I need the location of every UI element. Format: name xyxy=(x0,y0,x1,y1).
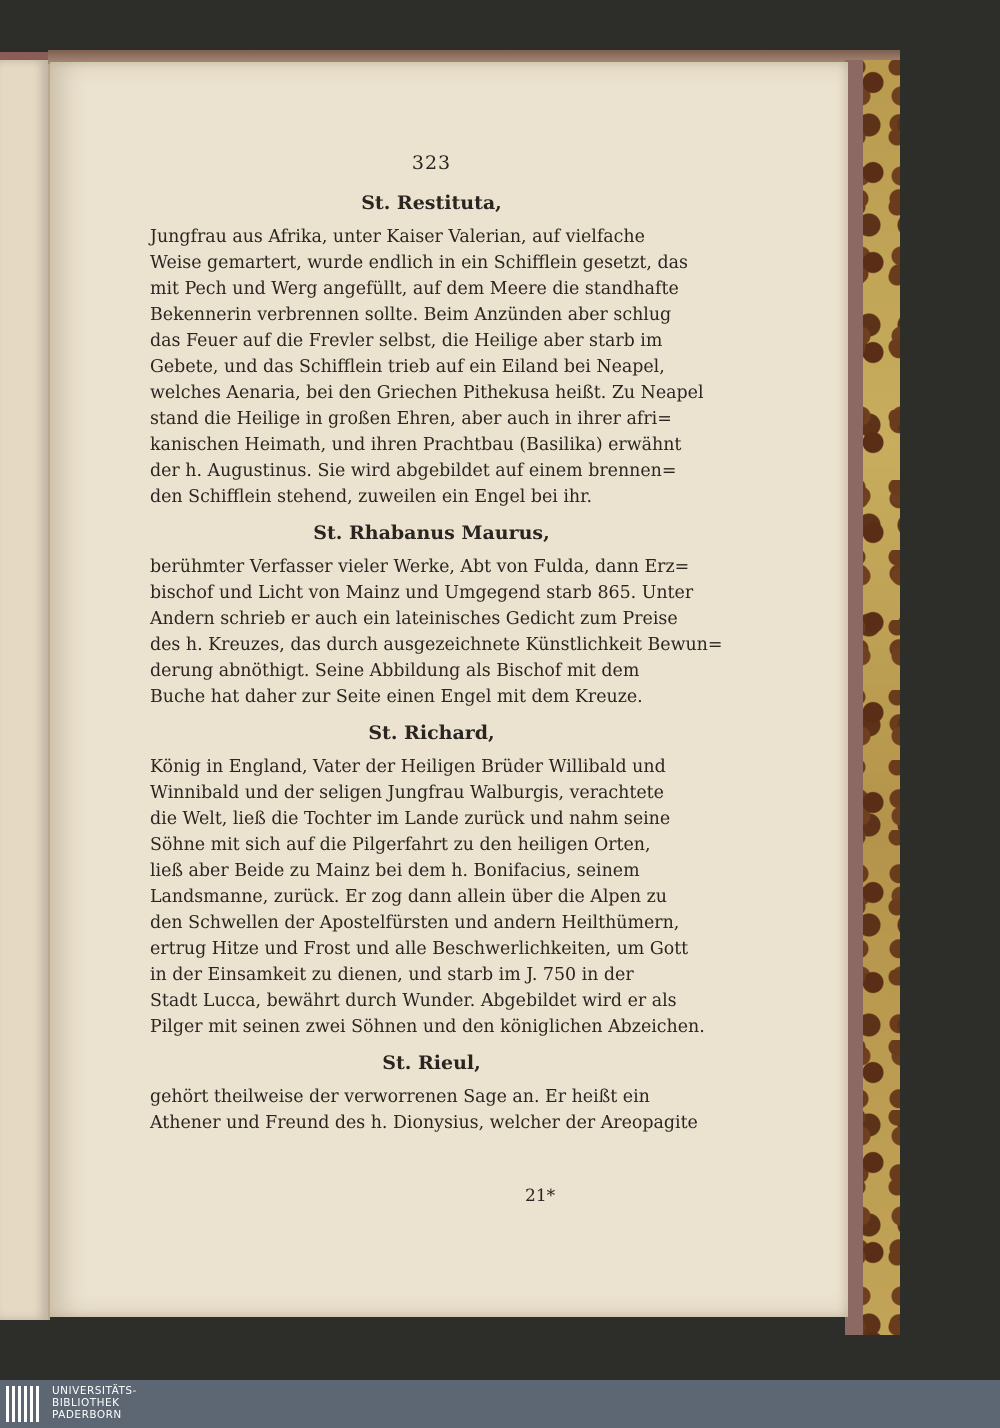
text-line: bischof und Licht von Mainz und Umgegend starb 865. Unter xyxy=(150,583,694,603)
text-line: Jungfrau aus Afrika, unter Kaiser Valerian, auf vielfache xyxy=(150,227,645,247)
text-line: die Welt, ließ die Tochter im Lande zurück und nahm seine xyxy=(150,809,671,829)
text-line: ließ aber Beide zu Mainz bei dem h. Bonifacius, seinem xyxy=(150,861,640,881)
section-heading: St. Restituta, xyxy=(361,192,502,214)
library-footer xyxy=(0,1380,1000,1428)
text-line: Winnibald und der seligen Jungfrau Walburgis, verachtete xyxy=(150,783,664,803)
text-line: mit Pech und Werg angefüllt, auf dem Meere die standhafte xyxy=(150,279,679,299)
text-line: das Feuer auf die Frevler selbst, die Heilige aber starb im xyxy=(150,331,663,351)
text-line: Bekennerin verbrennen sollte. Beim Anzünden aber schlug xyxy=(150,305,672,325)
text-line: Stadt Lucca, bewährt durch Wunder. Abgebildet wird er als xyxy=(150,991,677,1011)
logo-line: UNIVERSITÄTS- xyxy=(52,1385,137,1397)
logo-line: PADERBORN xyxy=(52,1409,122,1421)
left-facing-page xyxy=(0,60,50,1320)
text-line: Athener und Freund des h. Dionysius, welcher der Areopagite xyxy=(150,1113,698,1133)
section-paragraph xyxy=(150,224,713,510)
text-line: Landsmanne, zurück. Er zog dann allein über die Alpen zu xyxy=(150,887,667,907)
text-line: der h. Augustinus. Sie wird abgebildet auf einem brennen= xyxy=(150,461,677,481)
section-restituta xyxy=(150,192,713,510)
logo-line: BIBLIOTHEK xyxy=(52,1397,120,1409)
text-line: Buche hat daher zur Seite einen Engel mit dem Kreuze. xyxy=(150,687,643,707)
signature-mark: 21* xyxy=(525,1186,556,1206)
text-line: kanischen Heimath, und ihren Prachtbau (Basilika) erwähnt xyxy=(150,435,682,455)
text-line: Gebete, und das Schifflein trieb auf ein Eiland bei Neapel, xyxy=(150,357,665,377)
text-line: des h. Kreuzes, das durch ausgezeichnete Künstlichkeit Bewun= xyxy=(150,635,723,655)
section-rieul xyxy=(150,1052,713,1136)
section-rhabanus-maurus xyxy=(150,522,723,710)
section-paragraph xyxy=(150,754,713,1040)
text-line: Weise gemartert, wurde endlich in ein Schifflein gesetzt, das xyxy=(150,253,688,273)
section-paragraph xyxy=(150,1084,713,1136)
text-line: den Schwellen der Apostelfürsten und andern Heilthümern, xyxy=(150,913,680,933)
text-line: Andern schrieb er auch ein lateinisches Gedicht zum Preise xyxy=(150,609,678,629)
page-text xyxy=(150,152,723,1148)
section-paragraph xyxy=(150,554,723,710)
section-heading: St. Rhabanus Maurus, xyxy=(313,522,550,544)
text-line: Pilger mit seinen zwei Söhnen und den königlichen Abzeichen. xyxy=(150,1017,705,1037)
section-richard xyxy=(150,722,713,1040)
text-line: welches Aenaria, bei den Griechen Pithekusa heißt. Zu Neapel xyxy=(150,383,704,403)
book-page xyxy=(50,62,848,1317)
text-line: Söhne mit sich auf die Pilgerfahrt zu den heiligen Orten, xyxy=(150,835,651,855)
text-line: berühmter Verfasser vieler Werke, Abt von Fulda, dann Erz= xyxy=(150,557,690,577)
text-line: ertrug Hitze und Frost und alle Beschwerlichkeiten, um Gott xyxy=(150,939,689,959)
text-line: stand die Heilige in großen Ehren, aber auch in ihrer afri= xyxy=(150,409,672,429)
text-line: in der Einsamkeit zu dienen, und starb im J. 750 in der xyxy=(150,965,634,985)
text-line: König in England, Vater der Heiligen Brüder Willibald und xyxy=(150,757,666,777)
library-logo-text xyxy=(52,1385,137,1421)
text-line: den Schifflein stehend, zuweilen ein Engel bei ihr. xyxy=(150,487,593,507)
text-line: derung abnöthigt. Seine Abbildung als Bischof mit dem xyxy=(150,661,640,681)
text-line: gehört theilweise der verworrenen Sage an. Er heißt ein xyxy=(150,1087,650,1107)
library-logo-icon xyxy=(6,1386,42,1422)
page-number: 323 xyxy=(411,152,452,174)
section-heading: St. Rieul, xyxy=(382,1052,481,1074)
section-heading: St. Richard, xyxy=(368,722,495,744)
